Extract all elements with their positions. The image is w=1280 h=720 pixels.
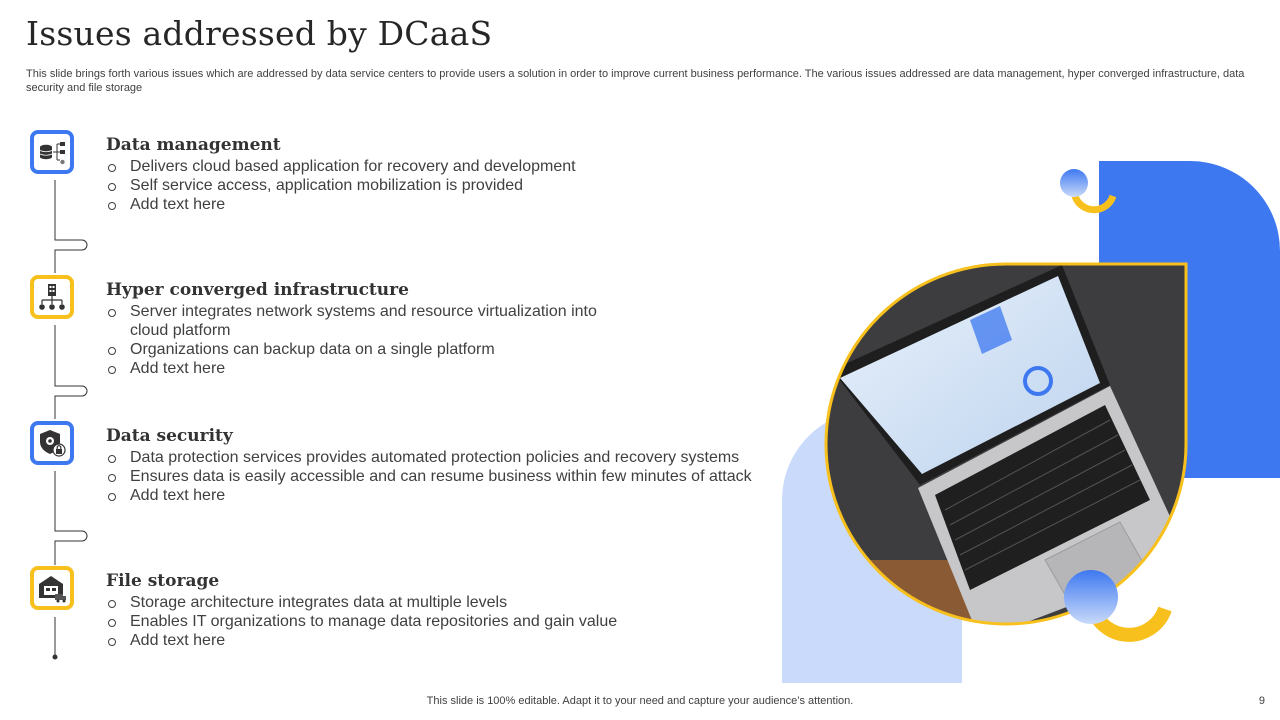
section-title: Hyper converged infrastructure — [106, 280, 409, 300]
data-security-icon-box — [30, 421, 74, 465]
section-data-security — [106, 424, 786, 505]
timeline-connector — [0, 0, 100, 720]
shield-gear-lock-icon — [36, 427, 68, 459]
section-data-management — [106, 133, 786, 214]
bullet-item: Ensures data is easily accessible and can resume business within few minutes of attack — [106, 467, 786, 486]
infrastructure-icon-box — [30, 275, 74, 319]
bullet-list — [106, 157, 786, 214]
bullet-item: Enables IT organizations to manage data repositories and gain value — [106, 612, 786, 631]
section-hyper-converged-infrastructure — [106, 278, 626, 378]
bullet-item: Data protection services provides automated protection policies and recovery systems — [106, 448, 786, 467]
bullet-item: Organizations can backup data on a single platform — [106, 340, 626, 359]
bullet-item: Add text here — [106, 486, 786, 505]
slide-footer: This slide is 100% editable. Adapt it to your need and capture your audience’s attention. — [426, 695, 854, 707]
file-storage-icon-box — [30, 566, 74, 610]
bullet-item: Self service access, application mobilization is provided — [106, 176, 786, 195]
building-network-icon — [36, 281, 68, 313]
database-network-icon — [36, 136, 68, 168]
bullet-list — [106, 593, 786, 650]
bullet-item: Add text here — [106, 195, 786, 214]
page-number: 9 — [1258, 695, 1265, 707]
bullet-item: Add text here — [106, 359, 626, 378]
bullet-item: Delivers cloud based application for recovery and development — [106, 157, 786, 176]
decorative-laptop-artwork — [760, 140, 1280, 700]
section-title: Data management — [106, 135, 281, 155]
section-file-storage — [106, 569, 786, 650]
bullet-list — [106, 448, 786, 505]
section-title: Data security — [106, 426, 233, 446]
section-title: File storage — [106, 571, 220, 591]
data-management-icon-box — [30, 130, 74, 174]
warehouse-truck-icon — [36, 572, 68, 604]
bullet-item: Server integrates network systems and resource virtualization into cloud platform — [106, 302, 626, 340]
bullet-item: Add text here — [106, 631, 786, 650]
slide-title: Issues addressed by DCaaS — [26, 14, 493, 53]
bullet-list — [106, 302, 626, 378]
slide-subtitle: This slide brings forth various issues which are addressed by data service centers to provide users a solution in order to improve current business performance. The various issues addressed are data management, hyper converged infrastructure, data security and file storage — [26, 68, 1245, 94]
bullet-item: Storage architecture integrates data at multiple levels — [106, 593, 786, 612]
